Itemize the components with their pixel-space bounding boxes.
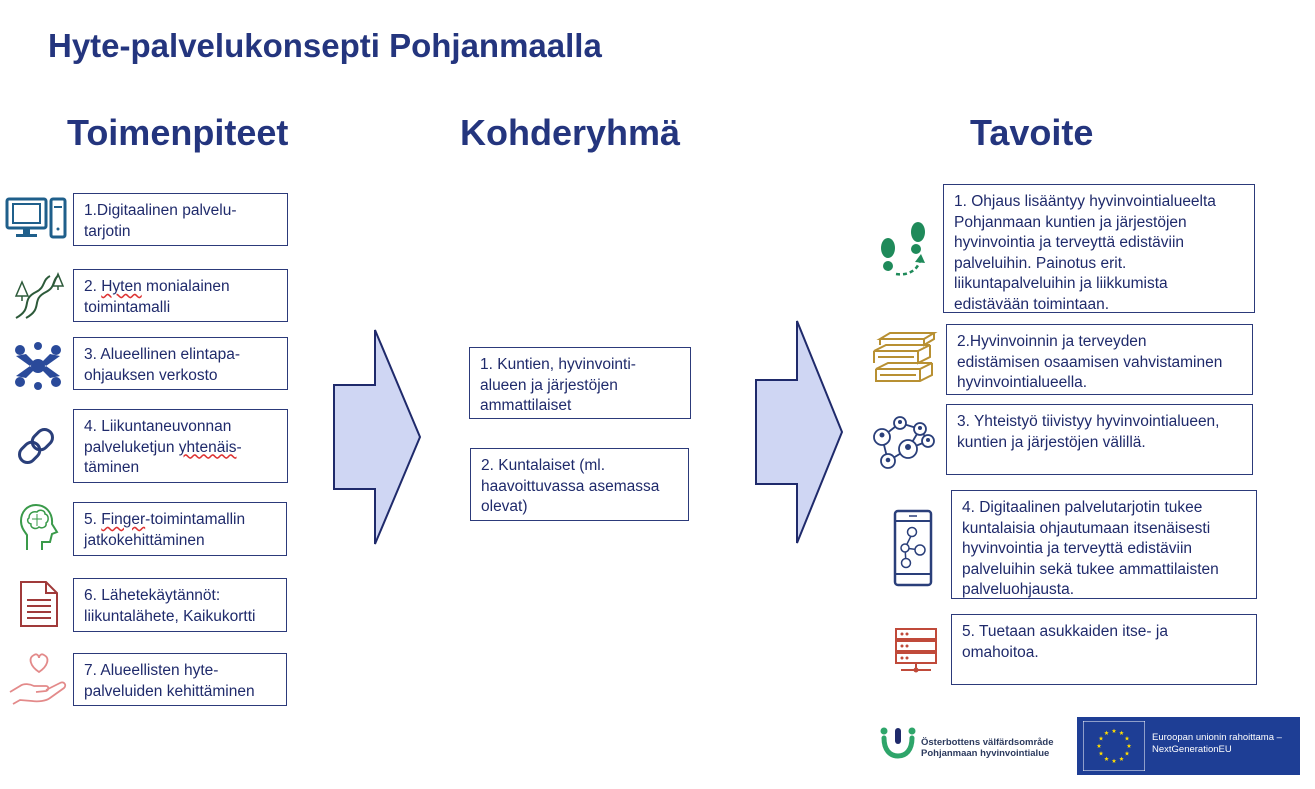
- target-2-line-2: haavoittuvassa asemassa: [481, 477, 660, 495]
- target-1-line-2: alueen ja järjestöjen: [480, 376, 618, 394]
- target-1-line-3: ammattilaiset: [480, 397, 572, 414]
- column-heading-target: Kohderyhmä: [460, 112, 681, 153]
- action-1-line-2: tarjotin: [84, 222, 131, 240]
- chain-link-icon: [16, 424, 56, 468]
- action-box-1: [73, 193, 288, 246]
- target-2-line-1: 2. Kuntalaiset (ml.: [481, 457, 606, 474]
- action-3-line-2: ohjauksen verkosto: [84, 366, 218, 384]
- column-heading-goal: Tavoite: [970, 112, 1094, 153]
- target-1-line-1: 1. Kuntien, hyvinvointi-: [480, 356, 636, 373]
- eu-funding-badge: [1077, 717, 1300, 775]
- goal-1-line-2: Pohjanmaan kuntien ja järjestöjen: [954, 213, 1187, 231]
- welfare-area-logo-text: [921, 737, 1054, 759]
- goal-5-line-2: omahoitoa.: [962, 643, 1039, 661]
- winding-road-icon: [12, 272, 66, 320]
- goal-1-line-5: liikuntapalveluihin ja liikkumista: [954, 275, 1168, 292]
- computer-icon: [4, 196, 68, 242]
- goal-4-line-5: palveluohjausta.: [962, 581, 1075, 598]
- people-network-icon: [870, 409, 938, 471]
- goal-4-line-3: hyvinvointia ja terveyttä edistäviin: [962, 540, 1193, 557]
- goal-2-line-2: edistämisen osaamisen vahvistaminen: [957, 353, 1223, 371]
- spellcheck-underline: Hyten: [101, 278, 142, 295]
- brain-head-icon: [18, 502, 60, 552]
- logo-line-2: Pohjanmaan hyvinvointialue: [921, 748, 1050, 759]
- spellcheck-underline: Finger: [101, 511, 146, 528]
- action-4-line-3: täminen: [84, 459, 140, 476]
- action-box-4: [73, 409, 288, 483]
- action-5-line-1: 5. Finger-toimintamallin: [84, 511, 246, 528]
- goal-2-line-3: hyvinvointialueella.: [957, 374, 1088, 391]
- goal-1-line-3: hyvinvointia ja terveyttä edistäviin: [954, 234, 1185, 251]
- footsteps-icon: [874, 218, 936, 280]
- target-box-1: [469, 347, 691, 419]
- action-4-line-2: palveluketjun yhtenäis-: [84, 438, 242, 456]
- goal-1-line-6: edistävään toimintaan.: [954, 295, 1110, 313]
- goal-4-line-4: palveluihin sekä tukee ammattilaisten: [962, 560, 1219, 578]
- goal-5-line-1: 5. Tuetaan asukkaiden itse- ja: [962, 623, 1168, 640]
- goal-4-line-1: 4. Digitaalinen palvelutarjotin tukee: [962, 499, 1203, 516]
- goal-3-line-1: 3. Yhteistyö tiivistyy hyvinvointialueen,: [957, 413, 1220, 430]
- page-title: Hyte-palvelukonsepti Pohjanmaalla: [48, 27, 602, 64]
- goal-2-line-1: 2.Hyvinvoinnin ja terveyden: [957, 333, 1147, 350]
- goal-box-5: [951, 614, 1257, 685]
- target-2-line-3: olevat): [481, 498, 528, 515]
- logo-line-1: Österbottens välfärdsområde: [921, 737, 1054, 748]
- smartphone-network-icon: [890, 508, 936, 588]
- action-box-6: [73, 578, 287, 632]
- action-2-line-1: 2. Hyten monialainen: [84, 278, 230, 295]
- eu-funding-text: [1152, 732, 1282, 756]
- action-1-line-1: 1.Digitaalinen palvelu-: [84, 202, 237, 219]
- action-box-2: [73, 269, 288, 322]
- books-icon: [870, 329, 938, 387]
- goal-4-line-2: kuntalaisia ohjautumaan itsenäisesti: [962, 519, 1211, 537]
- action-6-line-2: liikuntalähete, Kaikukortti: [84, 607, 256, 625]
- server-icon: [893, 626, 939, 674]
- eu-line-2: NextGenerationEU: [1152, 744, 1232, 755]
- welfare-area-logo-icon: [878, 726, 918, 760]
- spellcheck-underline: yhtenäis: [178, 438, 237, 456]
- arrow-target-to-goal: [752, 318, 847, 546]
- eu-flag-icon: [1083, 721, 1145, 771]
- target-box-2: [470, 448, 689, 521]
- network-people-icon: [12, 342, 64, 390]
- action-2-line-2: toimintamalli: [84, 298, 171, 316]
- goal-1-line-4: palveluihin. Painotus erit.: [954, 254, 1127, 272]
- goal-box-2: [946, 324, 1253, 395]
- arrow-actions-to-target: [330, 327, 425, 547]
- eu-line-1: Euroopan unionin rahoittama –: [1152, 732, 1282, 743]
- action-box-7: [73, 653, 287, 706]
- action-6-line-1: 6. Lähetekäytännöt:: [84, 587, 221, 604]
- action-4-line-1: 4. Liikuntaneuvonnan: [84, 418, 232, 435]
- action-5-line-2: jatkokehittäminen: [84, 531, 205, 549]
- action-box-5: [73, 502, 287, 556]
- heart-hand-icon: [8, 650, 70, 706]
- action-3-line-1: 3. Alueellinen elintapa-: [84, 346, 240, 363]
- goal-1-line-1: 1. Ohjaus lisääntyy hyvinvointialueelta: [954, 193, 1216, 210]
- document-icon: [18, 579, 60, 629]
- action-7-line-1: 7. Alueellisten hyte-: [84, 662, 219, 679]
- goal-3-line-2: kuntien ja järjestöjen välillä.: [957, 433, 1146, 451]
- action-7-line-2: palveluiden kehittäminen: [84, 682, 255, 700]
- column-heading-actions: Toimenpiteet: [67, 112, 289, 153]
- goal-box-4: [951, 490, 1257, 599]
- action-box-3: [73, 337, 288, 390]
- goal-box-3: [946, 404, 1253, 475]
- goal-box-1: [943, 184, 1255, 313]
